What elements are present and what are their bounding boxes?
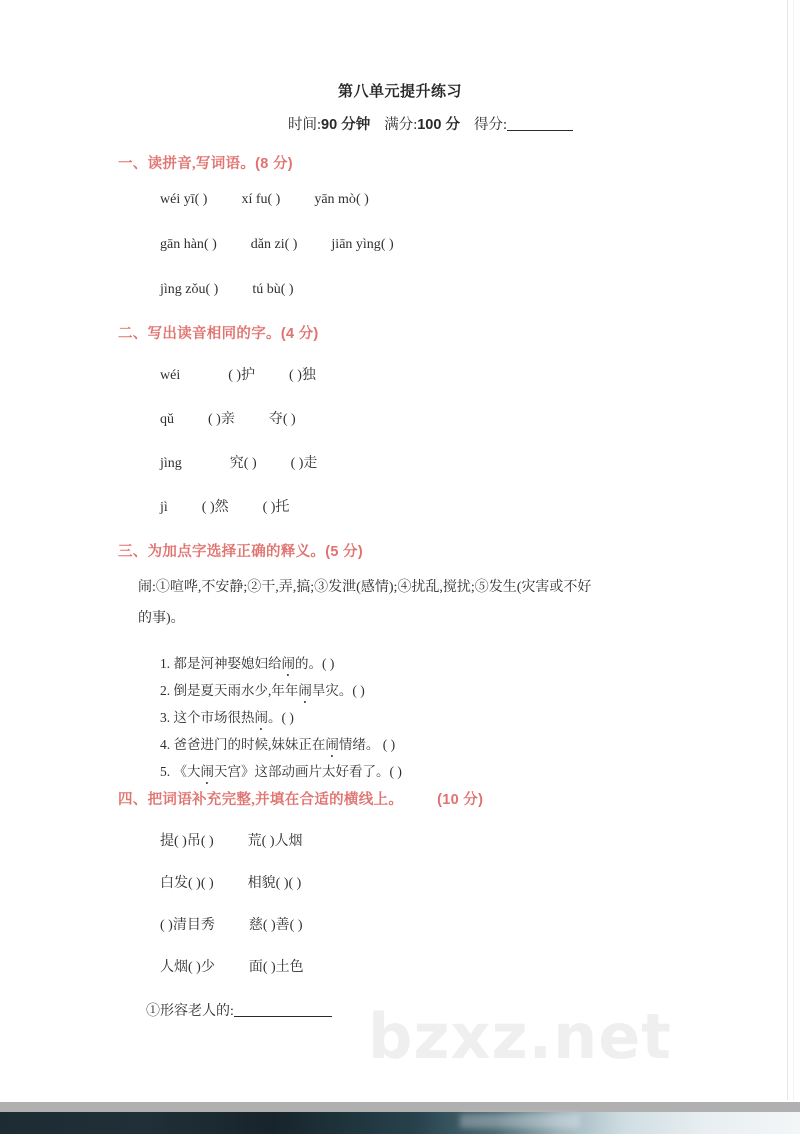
blank-2-1[interactable]: ( ) [203,237,217,252]
emphasis-char-3: 闹 [255,706,269,726]
question-3-number: 3. [160,710,171,725]
homophone-row-3 [160,452,317,472]
question-2-before: 倒是夏天雨水少,年年 [173,683,299,698]
pinyin-1-3: yān mò [314,192,356,207]
pinyin-2-3: jiān yìng [331,237,381,252]
pinyin-row-2 [160,237,394,253]
idiom-prompt-number: ① [146,1004,160,1019]
homophone-row-2 [160,408,296,428]
blank-3-2[interactable]: ( ) [280,282,294,297]
window-bottom-bar [0,1102,800,1112]
question-5-after[interactable]: 天宫》这部动画片太好看了。( ) [214,764,402,779]
watermark: bzxz.net [368,1000,672,1073]
emphasis-char-2: 闹 [298,679,312,699]
homophone-blank-1-2[interactable]: ( )独 [289,368,316,383]
idiom-1-1[interactable]: 提( )吊( ) [160,834,214,849]
homophone-blank-4-2[interactable]: ( )托 [262,500,290,515]
section-2-title: 二、写出读音相同的字。 [118,326,281,342]
homophone-blank-2-2[interactable]: 夺( ) [268,412,296,427]
pinyin-row-3 [160,282,294,298]
homophone-blank-3-2[interactable]: ( )走 [290,456,318,471]
definition-line-1: 闹:①喧哗,不安静;②干,弄,搞;③发泄(感情);④扰乱,搅扰;⑤发生(灾害或不好 [138,580,592,595]
taskbar-strip[interactable] [0,1112,800,1134]
idiom-1-2[interactable]: 荒( )人烟 [247,834,303,849]
question-4-number: 4. [160,737,171,752]
question-1-after[interactable]: 的。( ) [295,656,335,671]
score-info [474,117,573,133]
homophone-blank-1-1[interactable]: ( )护 [228,368,256,383]
section-1-points: (8 分) [255,156,293,172]
question-4-before: 爸爸进门的时候,妹妹正在 [173,737,326,752]
pinyin-2-2: dǎn zi [250,237,285,252]
pinyin-3-2: tú bù [252,282,281,297]
question-5-before: 《大 [173,764,201,779]
question-2-number: 2. [160,683,171,698]
question-3-before: 这个市场很热 [173,710,255,725]
emphasis-char-5: 闹 [201,760,215,780]
question-item-4 [160,733,395,753]
homophone-blank-3-1[interactable]: 究( ) [229,456,257,471]
score-blank[interactable] [507,130,573,131]
question-5-number: 5. [160,764,171,779]
blank-1-3[interactable]: ( ) [355,192,369,207]
section-heading-1 [118,152,293,173]
blank-1-1[interactable]: ( ) [194,192,208,207]
score-label: 得分: [473,117,507,133]
section-heading-2 [118,322,319,343]
homophone-pinyin-1: wéi [160,368,181,383]
idiom-3-1[interactable]: ( )清目秀 [160,918,215,933]
emphasis-char-1: 闹 [282,652,296,672]
section-4-title: 四、把词语补充完整,并填在合适的横线上。 [118,792,404,808]
idiom-prompt-1 [146,1000,332,1020]
question-4-after[interactable]: 情绪。 ( ) [338,737,396,752]
homophone-pinyin-4: jì [160,500,168,515]
time-label: 时间: [288,117,322,133]
idiom-row-1 [160,830,302,850]
idiom-prompt-blank[interactable] [234,1016,332,1017]
question-3-after[interactable]: 。( ) [268,710,294,725]
question-item-2 [160,679,365,699]
section-1-title: 一、读拼音,写词语。 [118,156,256,172]
question-item-5 [160,760,402,780]
blank-2-3[interactable]: ( ) [380,237,394,252]
page-title: 第八单元提升练习 [337,83,462,100]
full-score-info [384,117,460,133]
idiom-2-1[interactable]: 白发( )( ) [160,876,214,891]
blank-3-1[interactable]: ( ) [205,282,219,297]
homophone-blank-4-1[interactable]: ( )然 [201,500,229,515]
question-1-before: 都是河神娶媳妇给 [173,656,282,671]
homophone-row-1 [160,364,316,384]
homophone-pinyin-3: jìng [160,456,182,471]
pinyin-2-1: gān hàn [160,237,204,252]
full-score-label: 满分: [384,117,418,133]
page-edge-line-outer [793,0,794,1100]
homophone-pinyin-2: qǔ [160,412,174,427]
homophone-row-4 [160,496,289,516]
question-item-3 [160,706,294,726]
question-item-1 [160,652,334,672]
pinyin-row-1 [160,192,369,208]
homophone-blank-2-1[interactable]: ( )亲 [208,412,235,427]
section-heading-4 [118,788,483,809]
pinyin-1-1: wéi yī [160,192,195,207]
time-info [288,117,370,133]
idiom-row-3 [160,914,302,934]
definition-line-2: 的事)。 [138,611,185,626]
idiom-4-2[interactable]: 面( )土色 [248,960,304,975]
time-value: 90 分钟 [321,117,371,133]
pinyin-1-2: xí fu [241,192,268,207]
idiom-row-2 [160,872,301,892]
idiom-4-1[interactable]: 人烟( )少 [160,960,215,975]
taskbar-highlight [460,1114,580,1128]
idiom-row-4 [160,956,304,976]
blank-1-2[interactable]: ( ) [267,192,281,207]
blank-2-2[interactable]: ( ) [284,237,298,252]
section-3-points: (5 分) [325,544,363,560]
idiom-3-2[interactable]: 慈( )善( ) [248,918,303,933]
question-1-number: 1. [160,656,171,671]
exam-info-line [288,113,573,134]
section-2-points: (4 分) [280,326,319,342]
page-edge-line [787,0,788,1100]
pinyin-3-1: jìng zǒu [160,282,206,297]
full-score-value: 100 分 [417,117,460,133]
question-2-after[interactable]: 旱灾。( ) [311,683,365,698]
section-4-points: (10 分) [437,792,484,808]
idiom-prompt-text: 形容老人的: [160,1004,234,1019]
section-heading-3 [118,540,363,561]
emphasis-char-4: 闹 [325,733,339,753]
section-3-title: 三、为加点字选择正确的释义。 [118,544,326,560]
idiom-2-2[interactable]: 相貌( )( ) [247,876,302,891]
